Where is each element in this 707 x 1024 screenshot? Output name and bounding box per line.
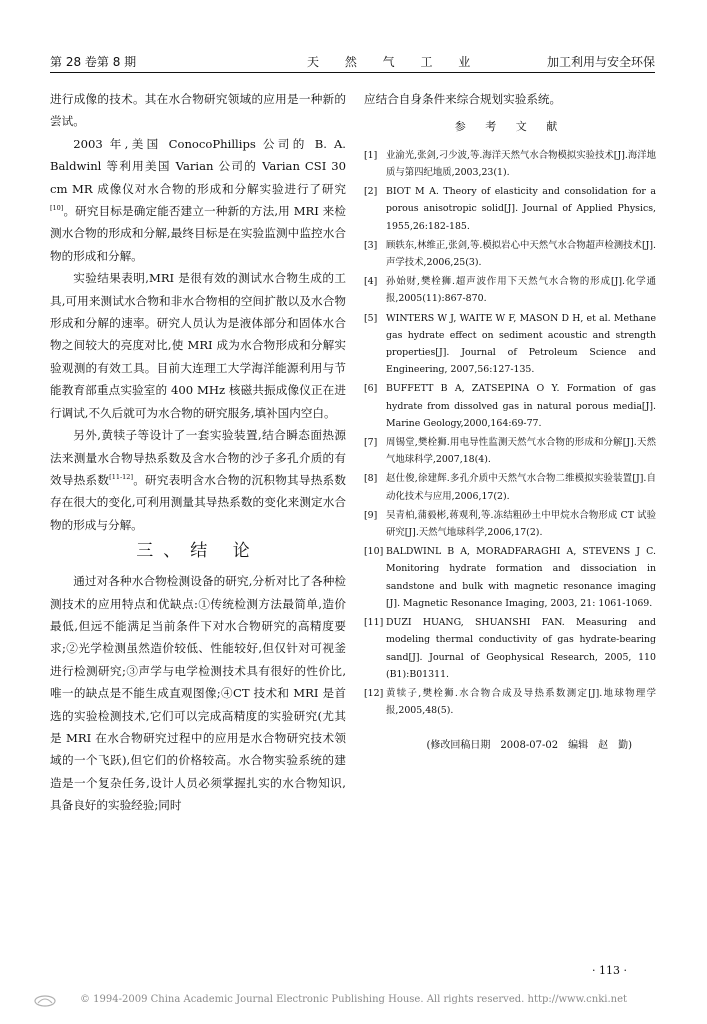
reference-number: [5] xyxy=(364,312,378,324)
paragraph-5: 通过对各种水合物检测设备的研究,分析对比了各种检测技术的应用特点和优缺点:①传统检测方法最简单,造价最低,但远不能满足当前条件下对水合物研究的高精度要求;②光学检测虽然造价较低、性能较好,但仅针对可视釜进行检测研究;③声学与电学检测技术具有很好的性价比,唯一的缺点是不能生成直观图像;④CT 技术和 MRI 是首选的实验检测技术,它们可以完成高精度的实验研究(尤其是 MRI 在水合物研究过程中的应用是水合物研究技术领域的一个飞跃),但它们的价格较高。水合物实验系统的建造是一个复杂任务,设计人员必须掌握扎实的水合物知识,具备良好的实验经验;同时 xyxy=(50,574,346,813)
reference-number: [1] xyxy=(364,149,378,161)
reference-number: [4] xyxy=(364,276,378,288)
reference-text: BALDWINL B A, MORADFARAGHI A, STEVENS J C. Monitoring hydrate formation and dissociation in sandstone and bulk with magnetic resonance imaging [J]. Magnetic Resonance Imaging, 2003, 21: 1061-1069. xyxy=(386,546,656,609)
right-column xyxy=(364,88,656,758)
paragraph-4 xyxy=(50,424,346,536)
reference-item xyxy=(364,685,656,719)
reference-item xyxy=(364,434,656,468)
copyright-text: © 1994-2009 China Academic Journal Electronic Publishing House. All rights reserved. http://www.cnki.net xyxy=(80,994,628,1005)
reference-text: 顾轶东,林维正,张剑,等.模拟岩心中天然气水合物超声检测技术[J].声学技术,2006,25(3). xyxy=(386,239,656,269)
header-rule xyxy=(50,72,655,73)
reference-text: WINTERS W J, WAITE W F, MASON D H, et al. Methane gas hydrate effect on sediment acoustic and strength properties[J]. Journal of Petroleum Science and Engineering, 2007,56:127-135. xyxy=(386,312,656,376)
paragraph-continuation: 应结合自身条件来综合规划实验系统。 xyxy=(364,92,562,106)
reference-number: [7] xyxy=(364,437,378,449)
revision-note: (修改回稿日期 2008-07-02 编辑 赵 勤) xyxy=(426,740,632,752)
reference-number: [12] xyxy=(364,687,384,699)
header-volume: 第 28 卷第 8 期 xyxy=(50,55,137,69)
reference-text: 业渝光,张剑,刁少波,等.海洋天然气水合物模拟实验技术[J].海洋地质与第四纪地质,2003,23(1). xyxy=(386,149,656,179)
header-journal-title: 天 然 气 工 业 xyxy=(307,55,482,69)
citation-10: [10] xyxy=(50,204,64,213)
reference-number: [8] xyxy=(364,473,378,485)
reference-item xyxy=(364,273,656,307)
left-column xyxy=(50,88,346,817)
paragraph-2-text: 2003 年,美国 ConocoPhillips 公司的 B. A. Baldwinl 等利用美国 Varian 公司的 Varian CSI 30 cm MR 成像仪对水合物的形成和分解实验进行了研究 xyxy=(50,136,346,196)
reference-text: 黄犊子,樊栓狮.水合物合成及导热系数测定[J].地球物理学报,2005,48(5). xyxy=(386,687,656,717)
paragraph-2 xyxy=(50,133,346,267)
running-header xyxy=(50,50,655,72)
copyright-footer xyxy=(0,992,707,1016)
reference-item xyxy=(364,507,656,541)
reference-item xyxy=(364,310,656,379)
reference-number: [9] xyxy=(364,509,378,521)
reference-number: [10] xyxy=(364,546,384,558)
reference-item xyxy=(364,614,656,683)
reference-number: [11] xyxy=(364,617,384,629)
citation-11-12: [11-12] xyxy=(109,473,133,482)
reference-number: [6] xyxy=(364,383,378,395)
reference-text: 赵仕俊,徐建辉.多孔介质中天然气水合物二维模拟实验装置[J].自动化技术与应用,2006,17(2). xyxy=(386,473,656,502)
header-section: 加工利用与安全环保 xyxy=(546,55,655,69)
reference-text: BIOT M A. Theory of elasticity and consolidation for a porous anisotropic solid[J]. Journal of Applied Physics, 1955,26:182-185. xyxy=(386,186,656,232)
reference-text: BUFFETT B A, ZATSEPINA O Y. Formation of gas hydrate from dissolved gas in natural porous media[J]. Marine Geology,2000,164:69-77. xyxy=(386,383,656,429)
paragraph-4-tail: 。研究表明含水合物的沉积物其导热系数存在很大的变化,可利用测量其导热系数的变化来测定水合物的形成与分解。 xyxy=(50,472,346,532)
reference-item xyxy=(364,237,656,271)
reference-text: DUZI HUANG, SHUANSHI FAN. Measuring and modeling thermal conductivity of gas hydrate-bearing sand[J]. Journal of Geophysical Research, 2005, 110 (B1):B01311. xyxy=(386,617,656,680)
reference-text: 周锡堂,樊栓狮.用电导性监测天然气水合物的形成和分解[J].天然气地球科学,2007,18(4). xyxy=(386,437,656,466)
reference-number: [2] xyxy=(364,186,378,198)
reference-number: [3] xyxy=(364,239,378,251)
references-title: 参 考 文 献 xyxy=(454,120,566,134)
reference-item xyxy=(364,147,656,181)
reference-item xyxy=(364,470,656,504)
paragraph-1: 进行成像的技术。其在水合物研究领域的应用是一种新的尝试。 xyxy=(50,92,346,129)
section-title-conclusion: 三、结 论 xyxy=(136,541,260,562)
reference-item xyxy=(364,380,656,432)
paragraph-2-tail: 。研究目标是确定能否建立一种新的方法,用 MRI 来检测水合物的形成和分解,最终目标是在实验监测中监控水合物的形成和分解。 xyxy=(50,204,346,263)
paragraph-3: 实验结果表明,MRI 是很有效的测试水合物生成的工具,可用来测试水合物和非水合物相的空间扩散以及水合物形成和分解的速率。研究人员认为是液体部分和固体水合物之间较大的亮度对比,使 MRI 成为水合物形成和分解实验观测的有效工具。目前大连理工大学海洋能源利用与节能教育部重点实验室的 400 MHz 核磁共振成像仪正在进行调试,不久后就可为水合物的研究服务,填补国内空白。 xyxy=(50,271,346,420)
publisher-logo-icon xyxy=(34,994,56,1008)
reference-item xyxy=(364,543,656,612)
reference-text: 吴青柏,蒲毅彬,蒋观利,等.冻结粗砂土中甲烷水合物形成 CT 试验研究[J].天然气地球科学,2006,17(2). xyxy=(386,509,656,539)
reference-text: 孙始财,樊栓狮.超声波作用下天然气水合物的形成[J].化学通报,2005(11):867-870. xyxy=(386,276,656,305)
paragraph-4-text: 另外,黄犊子等设计了一套实验装置,结合瞬态面热源法来测量水合物导热系数及含水合物的沙子多孔介质的有效导热系数 xyxy=(50,428,346,487)
reference-list xyxy=(364,147,656,720)
reference-item xyxy=(364,183,656,235)
page-number: · 113 · xyxy=(592,964,627,977)
